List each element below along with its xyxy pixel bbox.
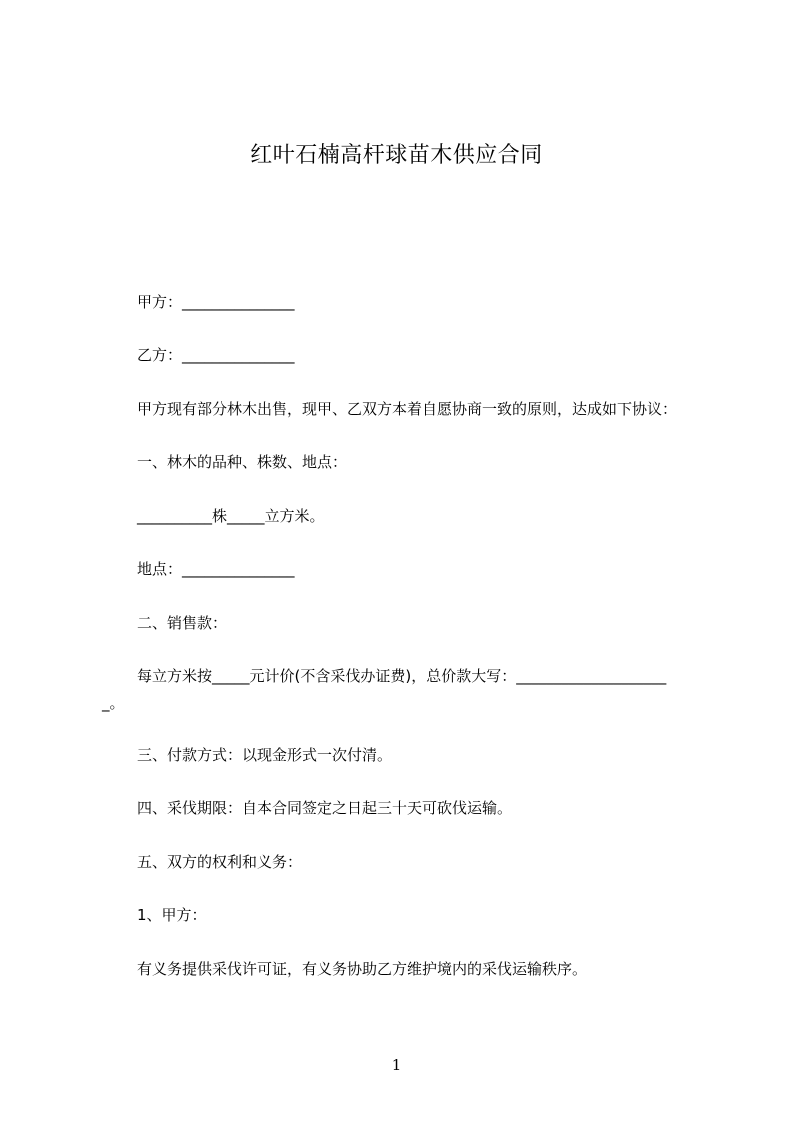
- party-a-subheading: 1、甲方：: [137, 906, 207, 924]
- party-b-line: 乙方：_______________: [137, 346, 295, 364]
- party-a-line: 甲方：_______________: [137, 293, 295, 311]
- intro-paragraph: 甲方现有部分林木出售，现甲、乙双方本着自愿协商一致的原则，达成如下协议：: [137, 400, 678, 418]
- section-1-heading: 一、林木的品种、株数、地点：: [137, 453, 348, 471]
- section-4-period: 四、采伐期限：自本合同签定之日起三十天可砍伐运输。: [137, 799, 513, 817]
- document-title: 红叶石楠高杆球苗木供应合同: [250, 143, 543, 168]
- party-a-obligations: 有义务提供采伐许可证，有义务协助乙方维护境内的采伐运输秩序。: [137, 960, 588, 978]
- page-number: 1: [391, 1056, 402, 1074]
- price-line: 每立方米按_____元计价(不含采伐办证费)，总价款大写：____________________: [137, 667, 667, 685]
- price-line-continuation: _。: [102, 694, 125, 712]
- quantity-line: __________株_____立方米。: [137, 507, 325, 525]
- section-2-heading: 二、销售款：: [137, 614, 228, 632]
- location-line: 地点：_______________: [137, 560, 295, 578]
- section-3-payment: 三、付款方式：以现金形式一次付清。: [137, 746, 393, 764]
- section-5-heading: 五、双方的权利和义务：: [137, 853, 303, 871]
